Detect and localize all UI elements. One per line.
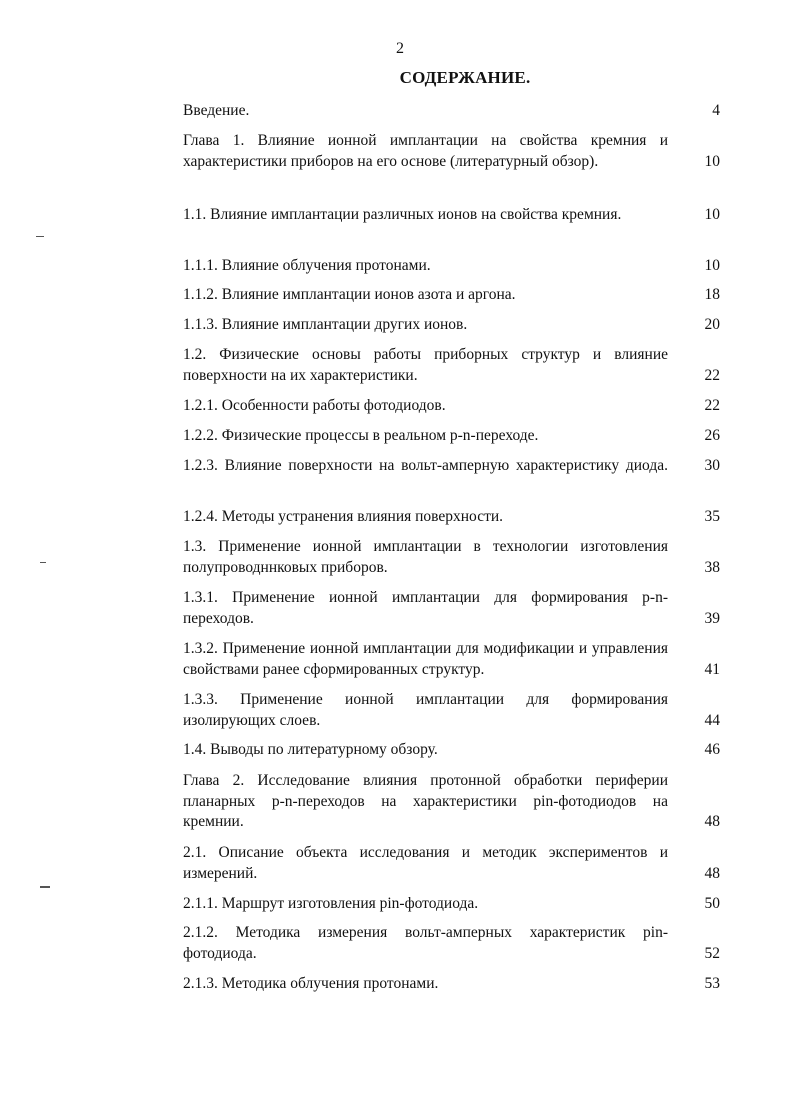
toc-entry-page: 50	[704, 895, 720, 912]
scan-artifact	[40, 886, 50, 888]
toc-entry[interactable]	[183, 101, 720, 122]
toc-entry-page: 10	[704, 152, 720, 170]
toc-entry-text: 1.1.2. Влияние имплантации ионов азота и аргона.	[183, 286, 516, 303]
toc-entry-text: Введение.	[183, 102, 250, 119]
toc-entry-page: 41	[704, 660, 720, 678]
toc-entry-text: 2.1.2. Методика измерения вольт-амперных характеристик pin-фотодиода.	[183, 924, 668, 962]
toc-entry-text: 1.2.1. Особенности работы фотодиодов.	[183, 397, 446, 414]
toc-entry-text: 1.3.2. Применение ионной имплантации для модификации и управления свойствами ранее сформированных структур.	[183, 640, 668, 678]
toc-entry[interactable]	[183, 740, 720, 761]
toc-entry-page: 10	[704, 206, 720, 223]
toc-entry-page: 48	[704, 813, 720, 830]
toc-entry-page: 26	[704, 427, 720, 444]
toc-entry[interactable]	[183, 588, 720, 629]
toc-entry-text: 1.3.1. Применение ионной имплантации для формирования p-n-переходов.	[183, 589, 668, 627]
toc-entry-page: 22	[704, 397, 720, 414]
toc-entry-page: 22	[704, 366, 720, 384]
toc-entry[interactable]	[183, 690, 720, 731]
toc-entry-text: 1.4. Выводы по литературному обзору.	[183, 741, 438, 758]
toc-entry-text: 1.2.3. Влияние поверхности на вольт-амперную характеристику диода.	[183, 457, 668, 474]
toc-entry-text: 1.2. Физические основы работы приборных структур и влияние поверхности на их характеристики.	[183, 346, 668, 384]
toc-entry[interactable]	[183, 396, 720, 417]
toc-entry[interactable]	[183, 256, 720, 277]
toc-entry[interactable]	[183, 456, 720, 477]
toc-entry-page: 48	[704, 864, 720, 882]
toc-entry-text: 1.3.3. Применение ионной имплантации для формирования изолирующих слоев.	[183, 691, 668, 729]
page-number: 2	[396, 40, 404, 57]
toc-entry-page: 4	[712, 102, 720, 119]
toc-entry-page: 39	[704, 609, 720, 627]
scan-artifact	[36, 236, 44, 237]
toc-entry[interactable]	[183, 894, 720, 915]
toc-entry[interactable]	[183, 131, 720, 172]
toc-entry[interactable]	[183, 771, 720, 833]
toc-entry-page: 52	[704, 944, 720, 962]
toc-entry-text: 2.1. Описание объекта исследования и методик экспериментов и измерений.	[183, 844, 668, 882]
toc-entry-text: 1.1. Влияние имплантации различных ионов на свойства кремния.	[183, 206, 622, 223]
toc-entry-page: 18	[704, 286, 720, 303]
toc-entry-text: 2.1.3. Методика облучения протонами.	[183, 975, 439, 992]
toc-entry[interactable]	[183, 923, 720, 964]
toc-entry-text: Глава 1. Влияние ионной имплантации на свойства кремния и характеристики приборов на его основе (литературный обзор).	[183, 132, 668, 170]
toc-entry[interactable]	[183, 639, 720, 680]
toc-entry[interactable]	[183, 345, 720, 386]
toc-entry-page: 53	[704, 975, 720, 992]
toc-entry-page: 38	[704, 558, 720, 576]
toc-entry[interactable]	[183, 843, 720, 884]
toc-entry-text: 1.2.2. Физические процессы в реальном p-n-переходе.	[183, 427, 539, 444]
toc-entry[interactable]	[183, 507, 720, 528]
toc-entry[interactable]	[183, 426, 720, 447]
toc-entry-text: 1.1.1. Влияние облучения протонами.	[183, 257, 431, 274]
scan-artifact	[40, 562, 46, 563]
toc-entry[interactable]	[183, 537, 720, 578]
toc-entry[interactable]	[183, 315, 720, 336]
toc-entry-page: 35	[704, 508, 720, 525]
toc-entry-text: 1.3. Применение ионной имплантации в технологии изготовления полупроводннковых приборов.	[183, 538, 668, 576]
toc-entry-text: 1.2.4. Методы устранения влияния поверхности.	[183, 508, 504, 525]
toc-entry-text: 2.1.1. Маршрут изготовления pin-фотодиода.	[183, 895, 479, 912]
toc-entry[interactable]	[183, 205, 720, 226]
toc-entry-text: Глава 2. Исследование влияния протонной обработки периферии планарных p-n-переходов на характеристики pin-фотодиодов на кремнии.	[183, 772, 668, 830]
toc-entry-page: 46	[704, 741, 720, 758]
toc-entry-page: 10	[704, 257, 720, 274]
toc-entry[interactable]	[183, 285, 720, 306]
toc-entry-text: 1.1.3. Влияние имплантации других ионов.	[183, 316, 468, 333]
page-title: СОДЕРЖАНИЕ.	[399, 68, 531, 87]
toc-entry-page: 44	[704, 711, 720, 729]
toc-entry[interactable]	[183, 974, 720, 995]
toc-entry-page: 20	[704, 316, 720, 333]
toc-entry-page: 30	[704, 457, 720, 474]
